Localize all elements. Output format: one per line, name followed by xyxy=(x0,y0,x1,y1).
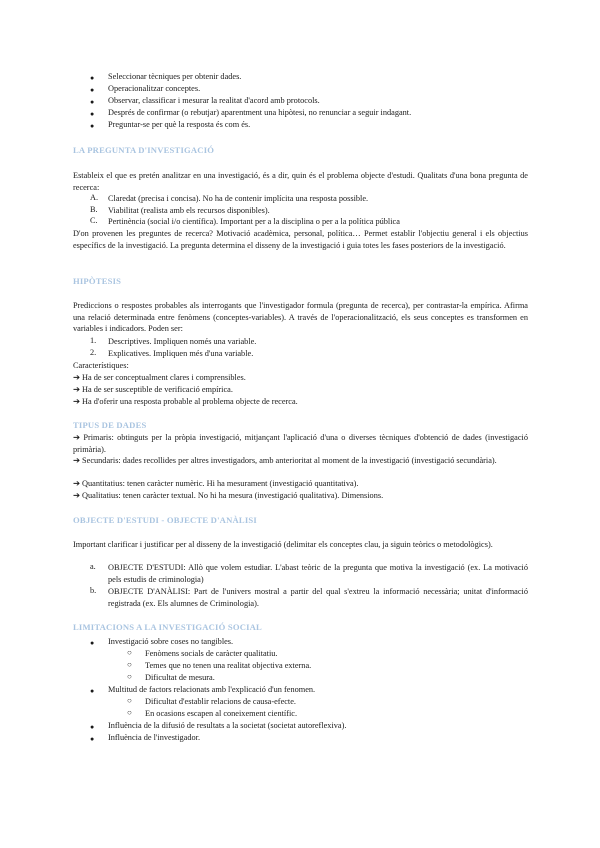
document-page: ● Seleccionar tècniques per obtenir dades. ● Operacionalitzar conceptes. ● Observar, classificar i mesurar la realitat d'acord amb protocols. ● Després de confirmar (o rebutjar) aparentment una hipòtesi, no renunciar a seguir indagant. ● Preguntar-se per què la resposta és com és. LA PREGUNTA D'INVESTIGACIÓ Estableix el que es pretén analitzar en una investigació, és a dir, quin és el problema objecte d'estudi. Qualitats d'una bona pregunta de recerca: A. Claredat (precisa i concisa). No ha de contenir implícita una resposta possible. B. Viabilitat (realista amb els recursos disponibles). C. Pertinència (social i/o científica). Important per a la disciplina o per a la política pública D'on provenen les preguntes de recerca? Motivació acadèmica, personal, política… Permet establir l'objectiu general i els objectius específics de la investigació. La pregunta determina el disseny de la investigació i guia totes les fases posteriors de la investigació. HIPÒTESIS Prediccions o respostes probables als interrogants que l'investigador formula (pregunta de recerca), per contrastar-la empírica. Afirma una relació determinada entre fenòmens (conceptes-variables). A través de l'operacionalització, els seus conceptes es transformen en variables i indicadors. Poden ser: 1. Descriptives. Impliquen només una variable. 2. Explicatives. Impliquen més d'una variable. Característiques: ➔ Ha de ser conceptualment clares i comprensibles. ➔ Ha de ser susceptible de verificació empírica. ➔ Ha d'oferir una resposta probable al problema objecte de recerca. TIPUS DE DADES ➔ Primaris: obtinguts per la pròpia investigació, mitjançant l'aplicació d'una o diverses tècniques d'obtenció de dades (investigació primària). ➔ Secundaris: dades recollides per altres investigadors, amb anterioritat al moment de la investigació (investigació secundària). ➔ Quantitatius: tenen caràcter numèric. Hi ha mesurament (investigació quantitativa). ➔ Qualitatius: tenen caràcter textual. No hi ha mesura (investigació qualitativa). Dimensions. OBJECTE D'ESTUDI - OBJECTE D'ANÀLISI Important clarificar i justificar per al disseny de la investigació (delimitar els conceptes clau, ja siguin teòrics o metodològics). a. OBJECTE D'ESTUDI: Allò que volem estudiar. L'abast teòric de la pregunta que motiva la investigació (ex. La motivació pels estudis de criminologia) b. OBJECTE D'ANÀLISI: Part de l'univers mostral a partir del qual s'extreu la informació necessària; unitat d'informació registrada (ex. Els alumnes de Criminologia). LIMITACIONS A LA INVESTIGACIÓ SOCIAL ● Investigació sobre coses no tangibles. ○ Fenòmens socials de caràcter qualitatiu. ○ Temes que no tenen una realitat objectiva externa. ○ Dificultat de mesura. ● Multitud de factors relacionats amb l'explicació d'un fenomen. ○ Dificultat d'establir relacions de causa-efecte. ○ En ocasions escapen al coneixement científic. ● Influència de la difusió de resultats a la societat (societat autoreflexiva). ● Influència de l'investigador. xyxy=(73,72,528,743)
bullet-icon: ● xyxy=(90,110,95,118)
circle-icon: ○ xyxy=(127,708,132,717)
list-item: ➔ Ha de ser susceptible de verificació empírica. xyxy=(73,385,233,394)
paragraph: Prediccions o respostes probables als interrogants que l'investigador formula (pregunta de recerca), per contrastar-la empírica. Afirma una relació determinada entre fenòmens (conceptes-variables). A través de l'operacionalització, els seus conceptes es transformen en variables i indicadors. Poden ser: xyxy=(73,301,528,334)
list-item: ➔ Ha de ser conceptualment clares i comprensibles. xyxy=(73,373,246,382)
bullet-icon: ● xyxy=(90,723,95,731)
circle-icon: ○ xyxy=(127,660,132,669)
section-heading: TIPUS DE DADES xyxy=(73,420,147,430)
list-item: ➔ Quantitatius: tenen caràcter numèric. Hi ha mesurament (investigació quantitativa). xyxy=(73,479,359,488)
bullet-icon: ● xyxy=(90,74,95,82)
section-heading: HIPÒTESIS xyxy=(73,276,122,286)
paragraph: D'on provenen les preguntes de recerca? Motivació acadèmica, personal, política… Permet establir l'objectiu general i els objectius específics de la investigació. La pregunta determina el disseny de la investigació i guia totes les fases posteriors de la investigació. xyxy=(73,229,528,250)
paragraph: Important clarificar i justificar per al disseny de la investigació (delimitar els conceptes clau, ja siguin teòrics o metodològics). xyxy=(73,540,493,549)
section-heading: LA PREGUNTA D'INVESTIGACIÓ xyxy=(73,145,215,155)
list-item: ➔ Ha d'oferir una resposta probable al problema objecte de recerca. xyxy=(73,397,298,406)
label: Característiques: xyxy=(73,361,129,370)
paragraph: Estableix el que es pretén analitzar en una investigació, és a dir, quin és el problema objecte d'estudi. Qualitats d'una bona pregunta de recerca: xyxy=(73,171,528,192)
circle-icon: ○ xyxy=(127,672,132,681)
bullet-icon: ● xyxy=(90,639,95,647)
list-item: ➔ Qualitatius: tenen caràcter textual. No hi ha mesura (investigació qualitativa). Dimensions. xyxy=(73,491,384,500)
section-heading: OBJECTE D'ESTUDI - OBJECTE D'ANÀLISI xyxy=(73,515,257,525)
bullet-icon: ● xyxy=(90,86,95,94)
bullet-icon: ● xyxy=(90,687,95,695)
bullet-icon: ● xyxy=(90,98,95,106)
list-item: ➔ Secundaris: dades recollides per altres investigadors, amb anterioritat al moment de la investigació (investigació secundària). xyxy=(73,456,497,465)
list-item: ➔ Primaris: obtinguts per la pròpia investigació, mitjançant l'aplicació d'una o diverses tècniques d'obtenció de dades (investigació primària). xyxy=(73,433,528,454)
bullet-icon: ● xyxy=(90,735,95,743)
circle-icon: ○ xyxy=(127,648,132,657)
bullet-icon: ● xyxy=(90,122,95,130)
circle-icon: ○ xyxy=(127,696,132,705)
section-heading: LIMITACIONS A LA INVESTIGACIÓ SOCIAL xyxy=(73,622,262,632)
